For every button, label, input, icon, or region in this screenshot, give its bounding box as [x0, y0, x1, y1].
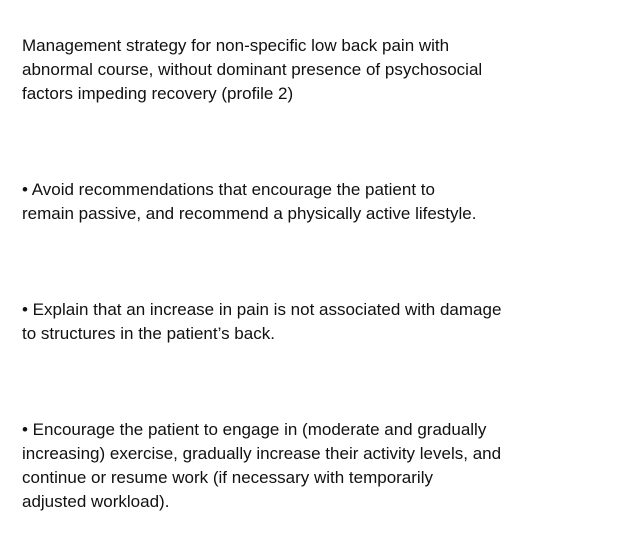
- document-heading: Management strategy for non-specific low back pain with abnormal course, without dominant presence of psychosocial factors impeding recovery (profile 2): [22, 36, 483, 103]
- paragraph-gap: [22, 370, 612, 394]
- bullet-item-encourage-exercise: • Encourage the patient to engage in (moderate and gradually increasing) exercise, gradually increase their activity levels, and continue or resume work (if necessary with temporarily adjusted workload).: [22, 420, 502, 511]
- paragraph-gap: [22, 250, 612, 274]
- document-text-block: [22, 10, 612, 538]
- bullet-item-pain-not-damage: • Explain that an increase in pain is not associated with damage to structures in the patient’s back.: [22, 300, 502, 343]
- bullet-item-avoid-passive: • Avoid recommendations that encourage the patient to remain passive, and recommend a physically active lifestyle.: [22, 180, 477, 223]
- paragraph-gap: [22, 130, 612, 154]
